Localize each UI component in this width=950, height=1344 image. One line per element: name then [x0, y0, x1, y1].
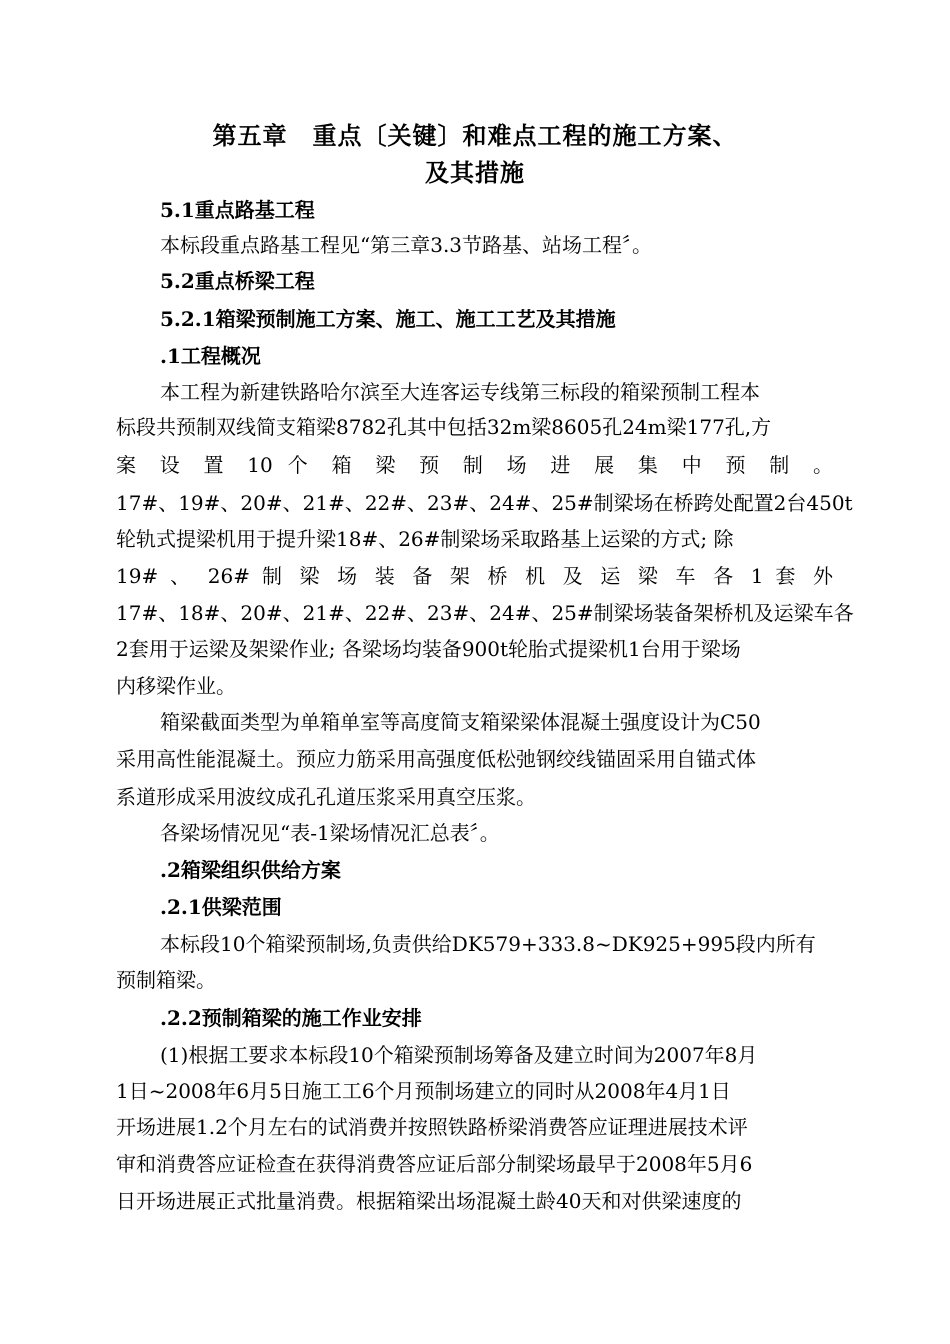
paragraph-line: 1日~2008年6月5日施工工6个月预制场建立的同时从2008年4月1日	[116, 1079, 731, 1103]
paragraph-line: 预制箱梁。	[116, 968, 216, 992]
section-heading-5-2: 5.2重点桥梁工程	[160, 269, 315, 293]
chapter-title-line-2: 及其措施	[425, 158, 525, 187]
paragraph-line: 审和消费答应证检查在获得消费答应证后部分制梁场最早于2008年5月6	[116, 1152, 753, 1176]
paragraph-line: 本工程为新建铁路哈尔滨至大连客运专线第三标段的箱梁预制工程本	[160, 380, 760, 404]
paragraph-line: 内移梁作业。	[116, 674, 236, 698]
paragraph-line: (1)根据工要求本标段10个箱梁预制场筹备及建立时间为2007年8月	[160, 1043, 758, 1067]
paragraph-line: 19# 、 26# 制 梁 场 装 备 架 桥 机 及 运 梁 车 各 1 套 外	[116, 564, 833, 588]
paragraph-line: 17#、18#、20#、21#、22#、23#、24#、25#制梁场装备架桥机及运梁车各	[116, 601, 854, 625]
paragraph-line: 案 设 置 10 个 箱 梁 预 制 场 进 展 集 中 预 制 。	[116, 453, 833, 477]
section-heading-5-1: 5.1重点路基工程	[160, 198, 315, 222]
paragraph-line: 采用高性能混凝土。预应力筋采用高强度低松弛钢绞线锚固采用自锚式体	[116, 747, 756, 771]
paragraph-line: 开场进展1.2个月左右的试消费并按照铁路桥梁消费答应证理进展技术评	[116, 1115, 748, 1139]
paragraph-line: 2套用于运梁及架梁作业; 各梁场均装备900t轮胎式提梁机1台用于梁场	[116, 637, 741, 661]
paragraph-line: 系道形成采用波纹成孔孔道压浆采用真空压浆。	[116, 785, 536, 809]
paragraph-line: 本标段10个箱梁预制场,负责供给DK579+333.8~DK925+995段内所有	[160, 932, 816, 956]
subsection-heading-supply-plan: .2箱梁组织供给方案	[160, 858, 341, 882]
paragraph-line: 标段共预制双线简支箱梁8782孔其中包括32m梁8605孔24m梁177孔,方	[116, 415, 772, 439]
subsection-heading-construction-arrangement: .2.2预制箱梁的施工作业安排	[160, 1006, 422, 1030]
paragraph-line: 本标段重点路基工程见“第三章3.3节路基、站场工程〞。	[160, 233, 653, 257]
paragraph-line: 轮轨式提梁机用于提升梁18#、26#制梁场采取路基上运梁的方式; 除	[116, 527, 734, 551]
paragraph-line: 日开场进展正式批量消费。根据箱梁出场混凝土龄40天和对供梁速度的	[116, 1189, 742, 1213]
section-heading-5-2-1: 5.2.1箱梁预制施工方案、施工、施工工艺及其措施	[160, 307, 616, 331]
paragraph-line: 箱梁截面类型为单箱单室等高度简支箱梁梁体混凝土强度设计为C50	[160, 710, 761, 734]
paragraph-line: 17#、19#、20#、21#、22#、23#、24#、25#制梁场在桥跨处配置2台450t	[116, 491, 853, 515]
subsection-heading-supply-range: .2.1供梁范围	[160, 895, 282, 919]
paragraph-line: 各梁场情况见“表-1梁场情况汇总表〞。	[160, 821, 500, 845]
subsection-heading-project-overview: .1工程概况	[160, 344, 261, 368]
chapter-title-line-1: 第五章 重点〔关键〕和难点工程的施工方案、	[212, 121, 738, 150]
